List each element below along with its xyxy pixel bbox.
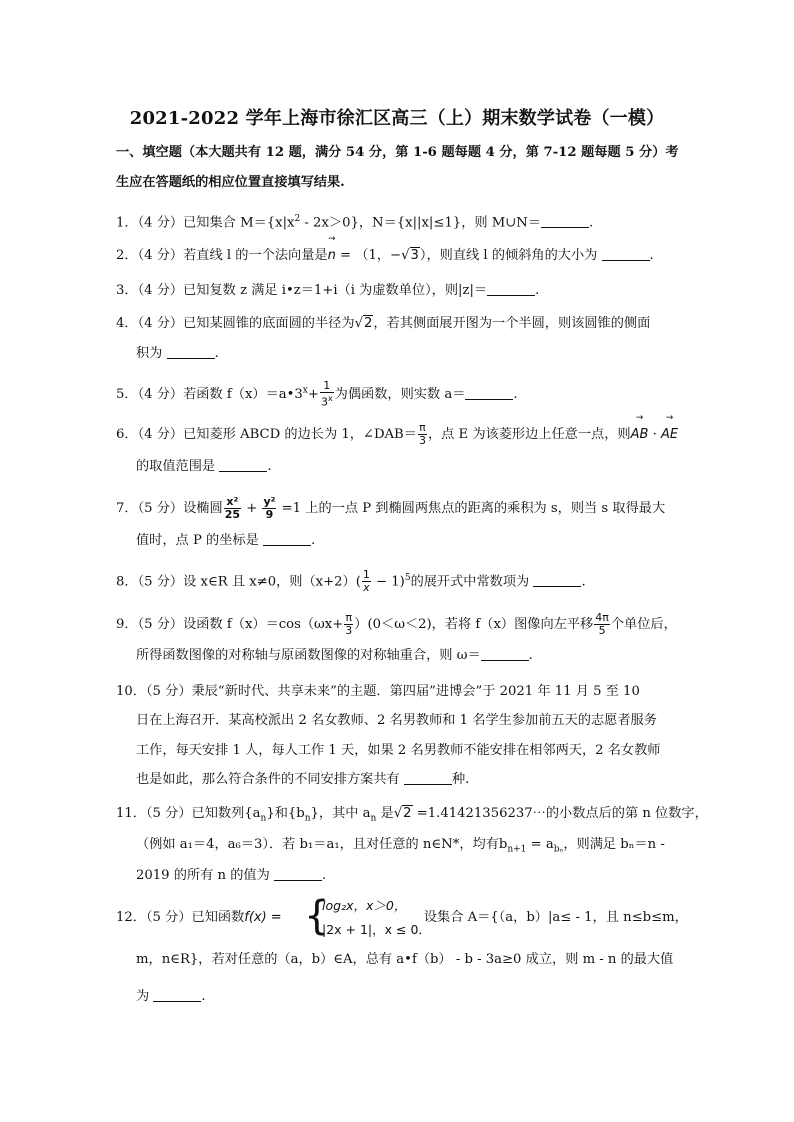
fraction: $\frac{\text{x²}}{25}$ [224,495,240,521]
answer-blank [153,987,201,1002]
answer-blank [481,646,529,661]
fraction: $\frac{1}{3^x}$ [320,379,333,409]
piecewise-brace: { [304,893,330,939]
fraction: $\frac{\pi}{3}$ [418,421,426,447]
question-11-line2: （例如 a₁＝4，a₆＝3）．若 b₁＝a₁，且对任意的 n∈N*，均有$b_{n+1} = a_{b_n}$，则满足 bₙ＝n - [136,837,665,855]
fraction: $\frac{4\pi}{5}$ [595,611,609,637]
question-2: 2．（4 分）若直线 l 的一个法向量是→ n = （1，−√3），则直线 l 的倾斜角的大小为 . [116,246,654,266]
answer-blank [219,457,267,472]
fraction: $\frac{\pi}{3}$ [345,611,353,637]
question-10-line1: 10．（5 分）秉辰“新时代、共享未来”的主题．第四届”进博会”于 2021 年 11 月 5 至 10 [116,684,640,699]
page-title: 2021-2022 学年上海市徐汇区高三（上）期末数学试卷（一模） [129,108,665,129]
answer-blank [541,213,589,228]
answer-blank [404,770,452,785]
question-12-line3: 为 . [136,989,206,1004]
question-10-line4: 也是如此，那么符合条件的不同安排方案共有 种. [136,772,470,787]
fraction: $\frac{1}{x}$ [362,568,370,595]
question-1: 1．（4 分）已知集合 $M=\{x|x^2 - 2x>0\}$，N＝{x||x|≤1}，则 M∪N＝ . [116,214,594,231]
answer-blank [274,866,322,881]
answer-blank [533,572,581,587]
question-11-line3: 2019 的所有 n 的值为 . [136,868,327,883]
question-9-line1: 9．（5 分）设函数 f（x）＝cos（ωx+ $\frac{\pi}{3}$ ）(0＜ω＜2)，若将 f（x）图像向左平移 $\frac{4\pi}{5}$ 个单位后， [116,611,677,637]
question-4-line2: 积为 . [136,346,219,361]
question-10-line3: 工作，每天安排 1 人，每人工作 1 天，如果 2 名男教师不能安排在相邻两天，2 名女教师 [136,743,661,758]
question-5: 5．（4 分）若函数 $f(x)=a•3^x+$ $\frac{1}{3^x}$ 为偶函数，则实数 a＝ . [116,379,518,409]
question-12-line2: m，n∈R}，若对任意的（a，b）∈A，总有 a•f（b） - b - 3a≥0 成立，则 m - n 的最大值 [136,952,674,967]
question-9-line2: 所得函数图像的对称轴与原函数图像的对称轴重合，则 ω＝ . [136,648,533,663]
question-4-line1: 4．（4 分）已知某圆锥的底面圆的半径为√2，若其侧面展开图为一个半圆，则该圆锥的侧面 [116,316,651,331]
question-3: 3．（4 分）已知复数 z 满足 i•z＝1+i（i 为虚数单位），则|z|＝ . [116,283,540,298]
fraction: $\frac{\text{y²}}{9}$ [263,495,276,521]
question-7-line2: 值时，点 P 的坐标是 . [136,533,316,548]
question-7-line1: 7．（5 分）设椭圆 $\frac{\text{x²}}{25}$ + $\frac{\text{y²}}{9}$ =1 上的一点 P 到椭圆两焦点的距离的乘积为 s，则当 s 取得最大 [116,495,666,521]
question-11-line1: 11．（5 分）已知数列$\{a_n\}$和$\{b_n\}$，其中 $a_n$ 是√2 =1.41421356237⋯的小数点后的第 n 位数字， [116,806,708,824]
question-6-line2: 的取值范围是 . [136,459,272,474]
answer-blank [263,531,311,546]
section-header-line1: 一、填空题（本大题共有 12 题，满分 54 分，第 1-6 题每题 4 分，第 7-12 题每题 5 分）考 [116,145,679,160]
question-6-line1: 6．（4 分）已知菱形 ABCD 的边长为 1，∠DAB＝ $\frac{\pi}{3}$ ，点 E 为该菱形边上任意一点，则→ AB · → AE [116,422,678,447]
piecewise-case-1: log₂x，x＞0， [322,898,407,913]
answer-blank [487,281,535,296]
section-header-line2: 生应在答题纸的相应位置直接填写结果. [116,175,345,190]
question-8: 8．（5 分）设 x∈R 且 x≠0，则（x+2）( $\frac{1}{x}$ − 1)$^5$的展开式中常数项为 . [116,568,586,595]
question-10-line2: 日在上海召开．某高校派出 2 名女教师、2 名男教师和 1 名学生参加前五天的志愿者服务 [136,713,657,728]
answer-blank [167,344,215,359]
question-12-line1: 12．（5 分）已知函数f(x) = 设集合 A＝{（a，b）|a≤ - 1，且 n≤b≤m， [116,910,688,925]
answer-blank [465,385,513,400]
piecewise-case-2: |2x + 1|，x ≤ 0． [322,922,431,937]
answer-blank [602,246,650,261]
